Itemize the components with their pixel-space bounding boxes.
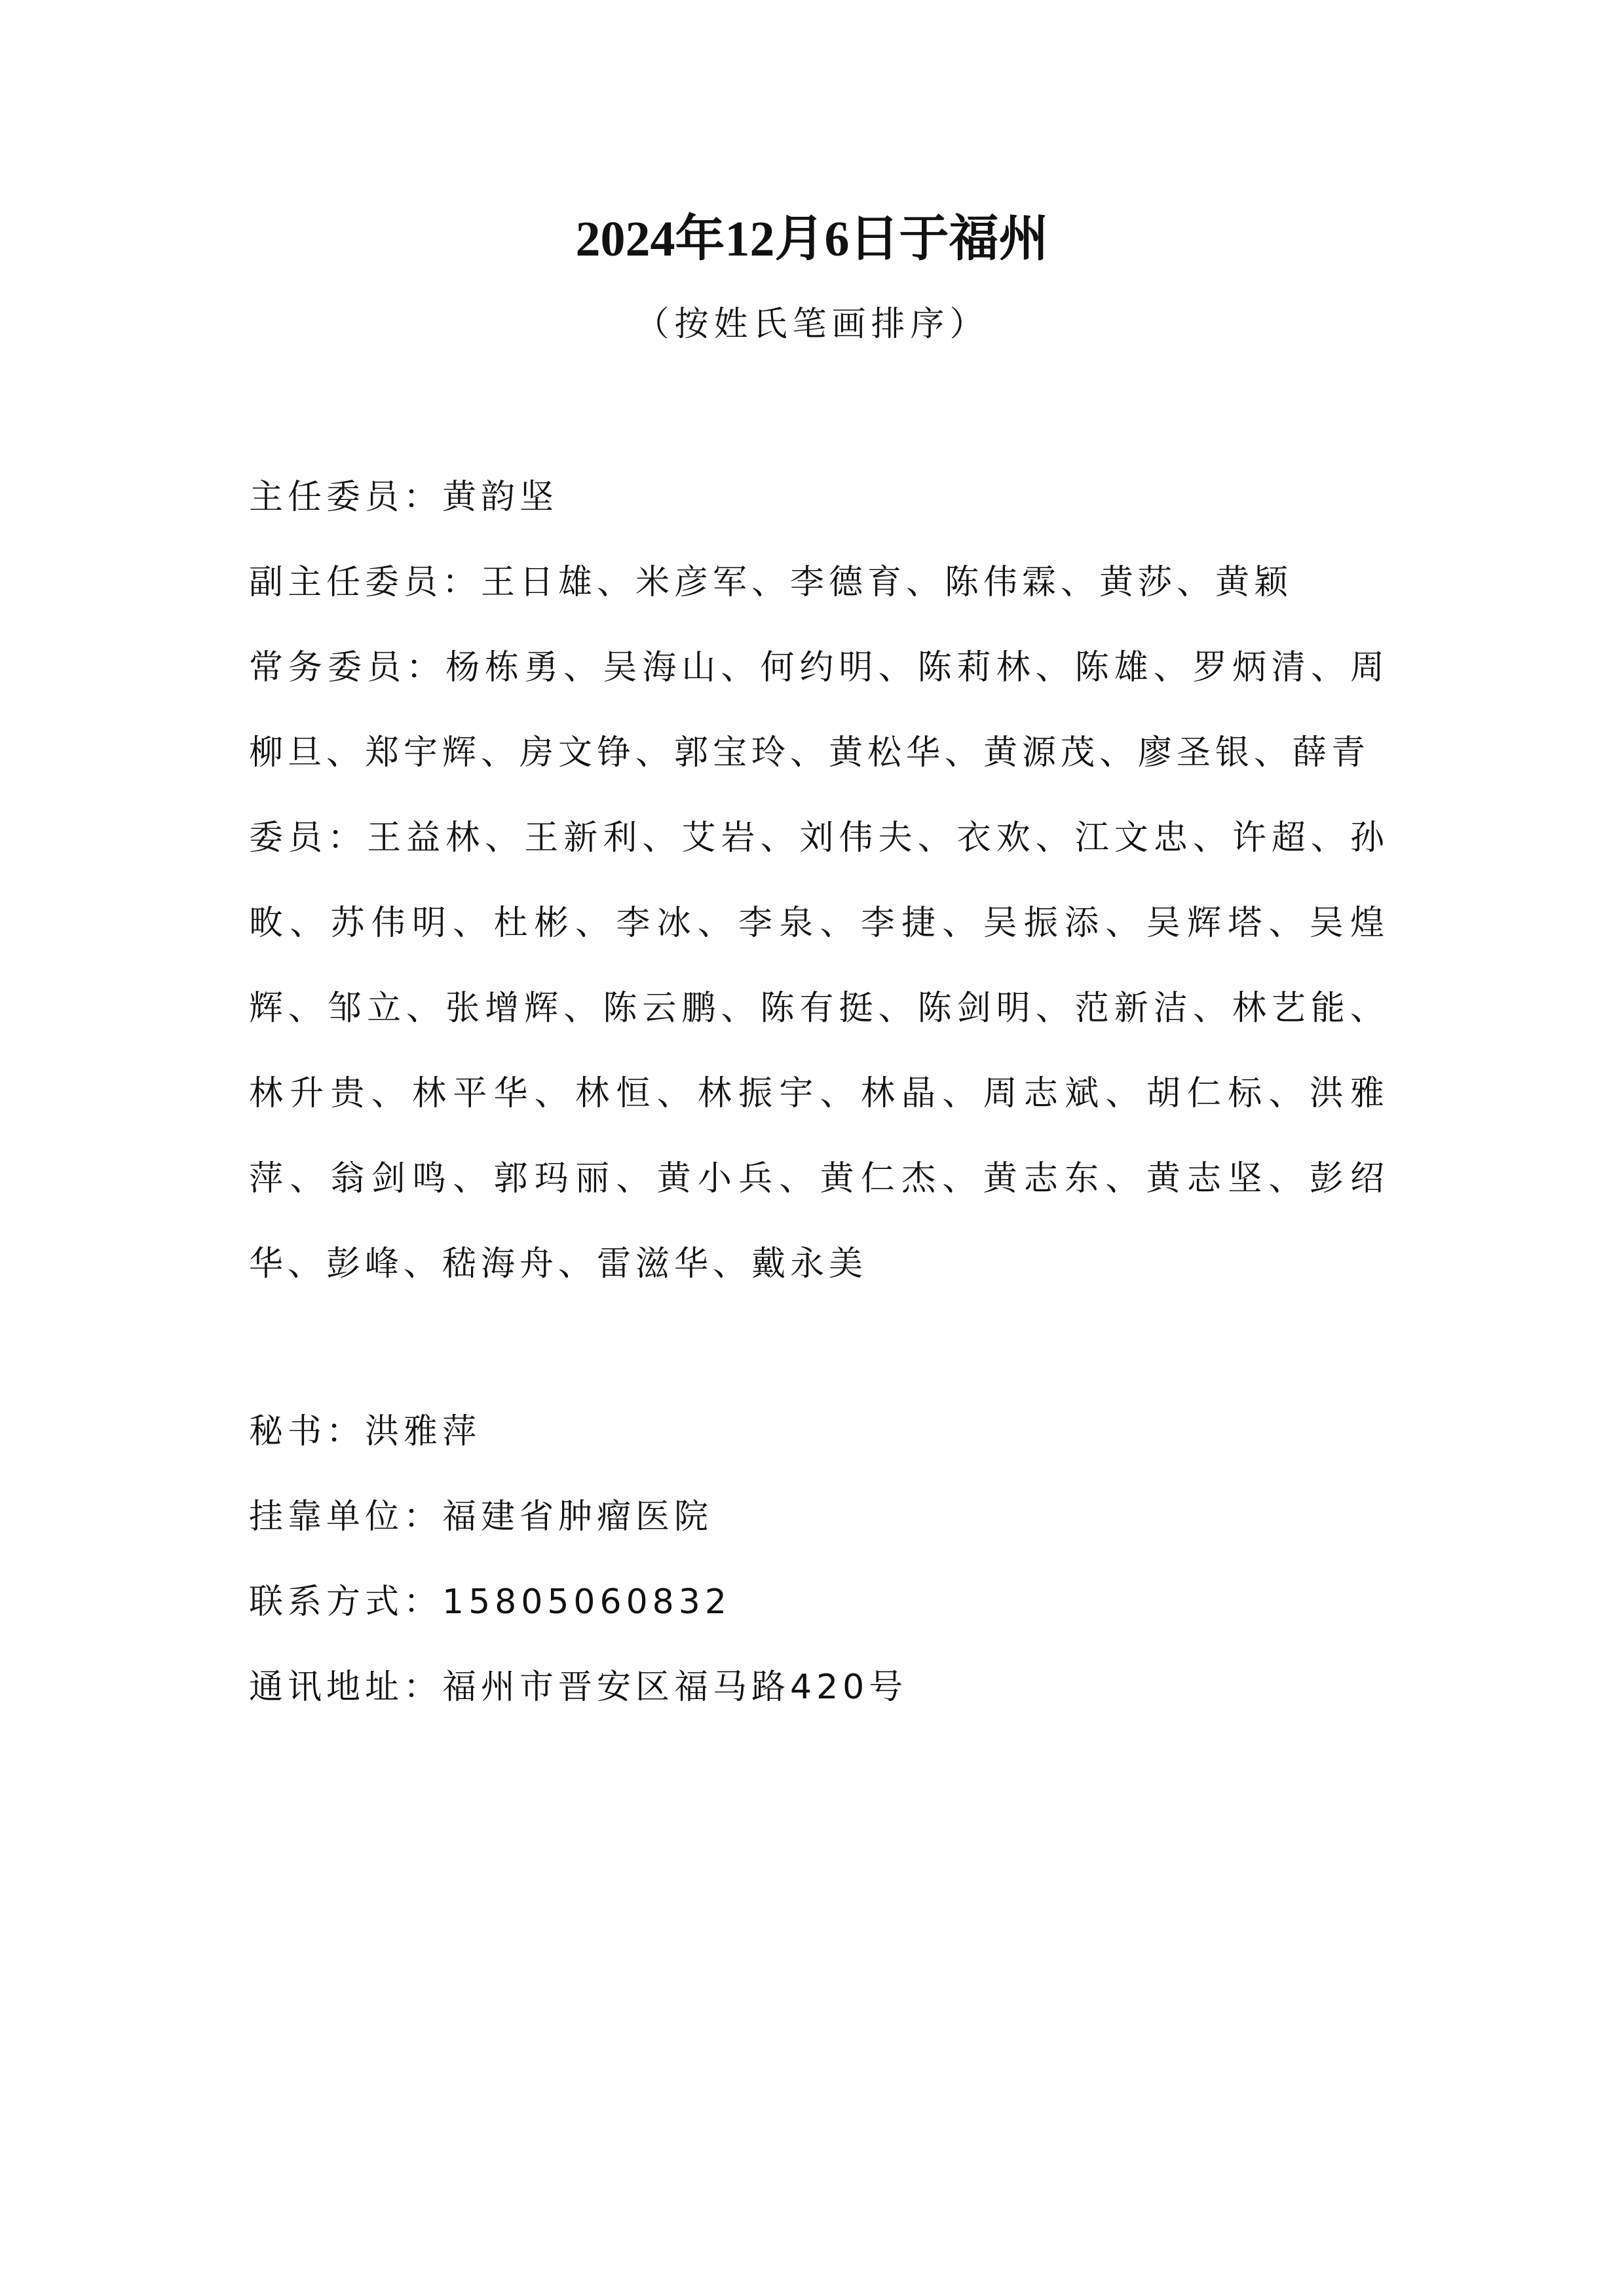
- committee-list: [249, 455, 1389, 1307]
- sort-note: （按姓氏笔画排序）: [635, 305, 989, 344]
- document-title: 2024年12月6日于福州: [575, 212, 1049, 267]
- vice-chairs-line: 副主任委员：王日雄、米彦军、李德育、陈伟霖、黄莎、黄颖: [249, 563, 1293, 602]
- chair-line: 主任委员：黄韵坚: [249, 478, 559, 517]
- members-paragraph: 委员：王益林、王新利、艾岩、刘伟夫、衣欢、江文忠、许超、孙畋、苏伟明、杜彬、李冰、李泉、李捷、吴振添、吴辉塔、吴煌辉、邹立、张增辉、陈云鹏、陈有挺、陈剑明、范新洁、林艺能、林升贵、林平华、林恒、林振宇、林晶、周志斌、胡仁标、洪雅萍、翁剑鸣、郭玛丽、黄小兵、黄仁杰、黄志东、黄志坚、彭绍华、彭峰、嵇海舟、雷滋华、戴永美: [249, 818, 1389, 1284]
- host-unit-line: 挂靠单位：福建省肿瘤医院: [249, 1497, 713, 1537]
- contact-info: [249, 1389, 1389, 1730]
- standing-members-paragraph: 常务委员：杨栋勇、吴海山、何约明、陈莉林、陈雄、罗炳清、周柳旦、郑宇辉、房文铮、郭宝玲、黄松华、黄源茂、廖圣银、薛青: [249, 648, 1389, 773]
- secretary-line: 秘书：洪雅萍: [249, 1412, 482, 1451]
- address-line: 通讯地址：福州市晋安区福马路420号: [249, 1668, 908, 1707]
- phone-line: 联系方式：15805060832: [249, 1582, 731, 1622]
